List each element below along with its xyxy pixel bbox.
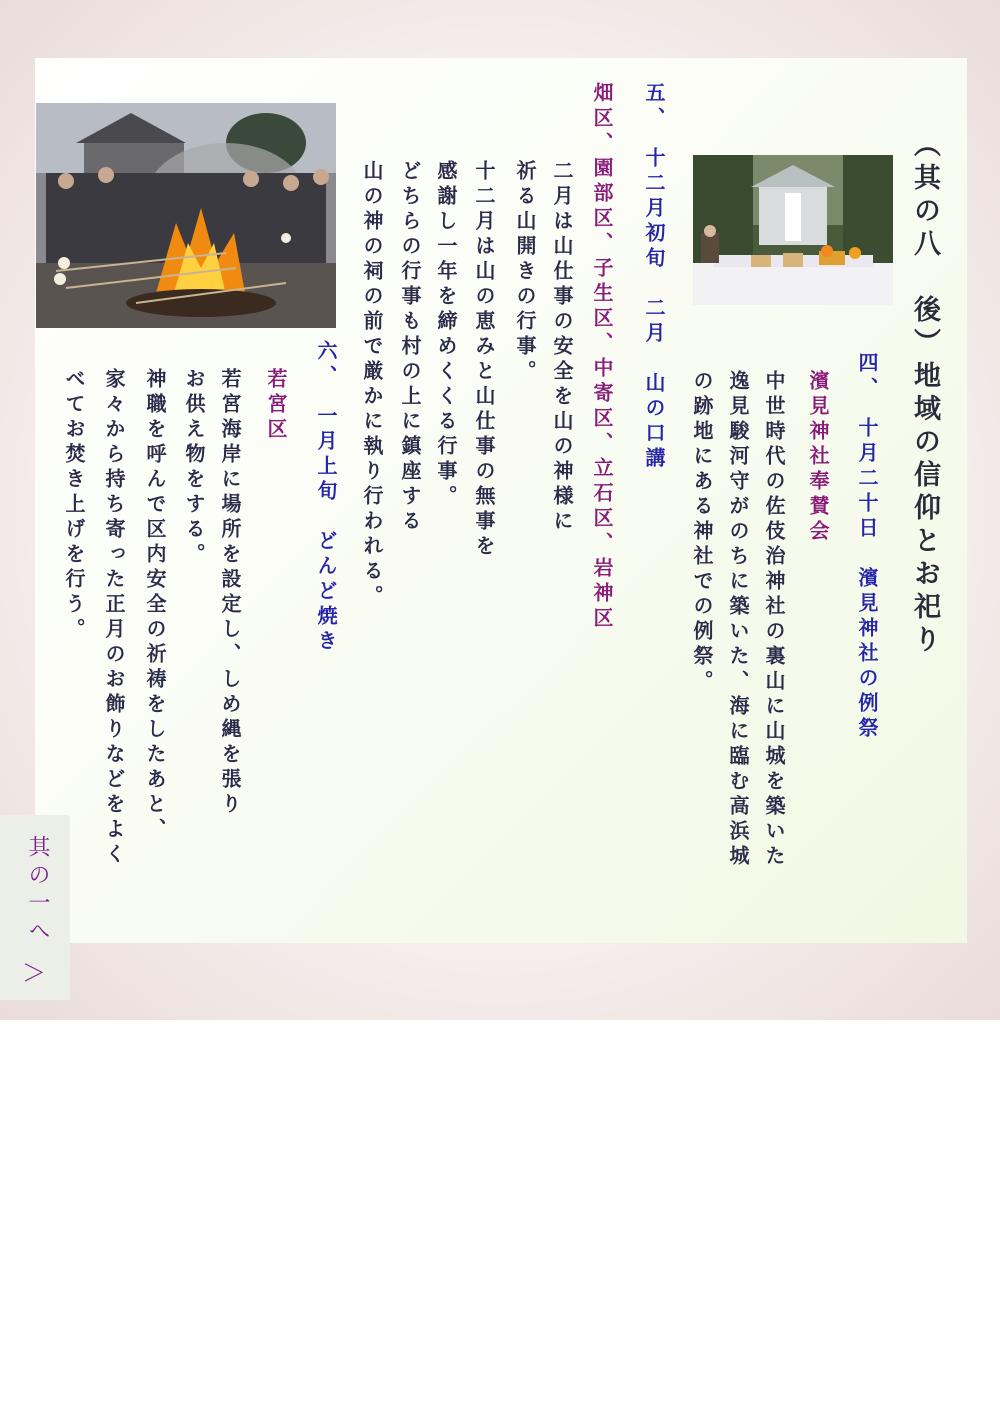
shrine-festival-photo [693, 155, 893, 305]
section4-line-2: 逸見駿河守がのちに築いた、海に臨む高浜城 [726, 370, 750, 870]
section5-org: 畑区、園部区、子生区、中寄区、立石区、岩神区 [590, 82, 614, 632]
section6-line-5: べてお焚き上げを行う。 [62, 368, 86, 643]
section6-org: 若宮区 [264, 368, 288, 443]
page-title: （其の八 後）地域の信仰とお祀り [909, 130, 940, 658]
section4-org: 濱見神社奉賛会 [806, 370, 830, 545]
section4-heading: 四、 十月二十日 濱見神社の例祭 [855, 352, 879, 742]
section6-line-1: 若宮海岸に場所を設定し、しめ縄を張り [218, 368, 242, 818]
section5-line-2: 祈る山開きの行事。 [513, 160, 537, 385]
section5-line-3: 十二月は山の恵みと山仕事の無事を [472, 160, 496, 560]
section5-line-1: 二月は山仕事の安全を山の神様に [550, 160, 574, 535]
nav-label: 其の一へ [25, 835, 50, 947]
section6-line-4: 家々から持ち寄った正月のお飾りなどをよく [102, 368, 126, 868]
section5-line-5: どちらの行事も村の上に鎮座する [398, 160, 422, 535]
section5-heading: 五、 十二月初旬 二月 山の口講 [642, 82, 666, 472]
chevron-right-icon: ＞ [22, 959, 46, 987]
nav-to-part1-button[interactable] [0, 815, 70, 1000]
section6-line-3: 神職を呼んで区内安全の祈祷をしたあと、 [143, 368, 167, 843]
section6-line-2: お供え物をする。 [182, 368, 206, 568]
section4-line-1: 中世時代の佐伎治神社の裏山に山城を築いた [762, 370, 786, 870]
section4-line-3: の跡地にある神社での例祭。 [690, 370, 714, 695]
dondo-yaki-bonfire-photo [36, 103, 336, 328]
section5-line-4: 感謝し一年を締めくくる行事。 [434, 160, 458, 510]
section5-line-6: 山の神の祠の前で厳かに執り行われる。 [360, 160, 384, 610]
section6-heading: 六、 一月上旬 どんど焼き [314, 340, 338, 655]
